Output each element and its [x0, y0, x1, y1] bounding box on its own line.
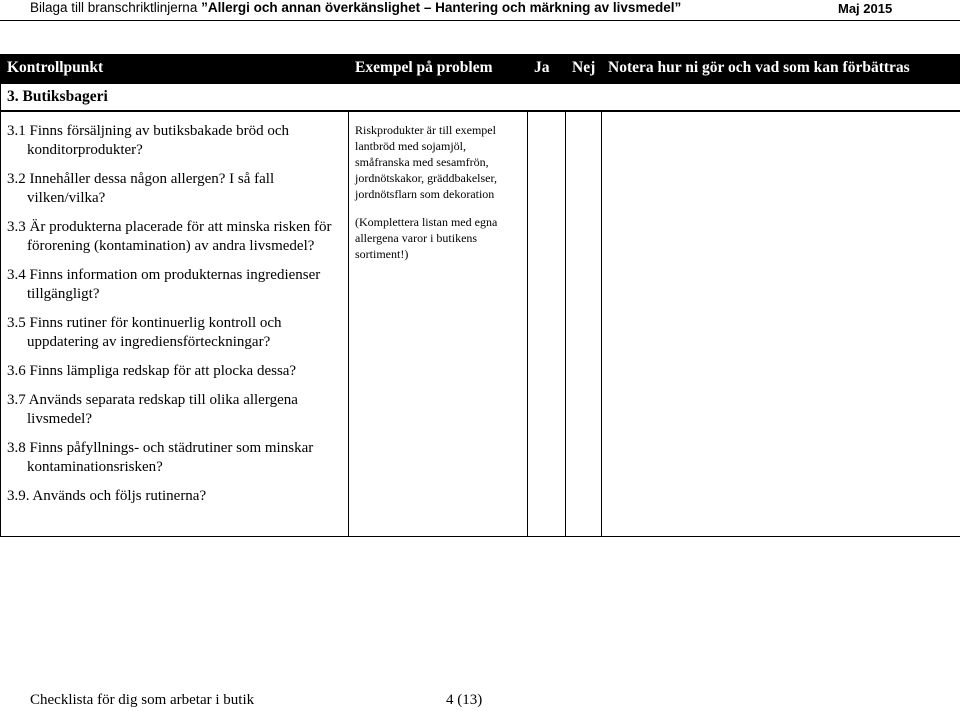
document-title	[30, 0, 681, 15]
document-date: Maj 2015	[838, 1, 893, 16]
column-header-notera: Notera hur ni gör och vad som kan förbättras	[602, 55, 960, 84]
header-rule	[0, 20, 960, 21]
example-note: (Komplettera listan med egna allergena varor i butikens sortiment!)	[355, 215, 498, 261]
list-item: 3.4 Finns information om produkternas ingredienser tillgängligt?	[7, 267, 321, 302]
table-header-row	[1, 55, 960, 84]
list-item: 3.3 Är produkterna placerade för att minska risken för förorening (kontamination) av andra livsmedel?	[7, 219, 332, 254]
column-header-kontrollpunkt: Kontrollpunkt	[1, 55, 349, 84]
list-item: 3.5 Finns rutiner för kontinuerlig kontroll och uppdatering av ingrediensförteckningar?	[7, 315, 282, 350]
example-text: Riskprodukter är till exempel lantbröd med sojamjöl, småfranska med sesamfrön, jordnötskakor, gräddbakelser, jordnötsflarn som dekoration	[355, 123, 497, 201]
list-item: 3.9. Används och följs rutinerna?	[7, 488, 207, 504]
table-row	[1, 111, 960, 537]
section-row	[1, 84, 960, 112]
footer-text: Checklista för dig som arbetar i butik	[30, 692, 255, 708]
list-item: 3.6 Finns lämpliga redskap för att plocka dessa?	[7, 363, 297, 379]
page-footer	[30, 692, 483, 709]
kontrollpunkt-cell	[1, 111, 349, 537]
exempel-cell	[349, 111, 528, 537]
column-header-nej: Nej	[566, 55, 602, 84]
list-item: 3.8 Finns påfyllnings- och städrutiner som minskar kontaminationsrisken?	[7, 440, 314, 475]
document-title-prefix: Bilaga till branschriktlinjerna	[30, 0, 202, 15]
list-item: 3.7 Används separata redskap till olika allergena livsmedel?	[7, 392, 298, 427]
column-header-exempel: Exempel på problem	[349, 55, 528, 84]
notera-cell[interactable]	[602, 111, 960, 537]
ja-cell[interactable]	[528, 111, 566, 537]
document-title-bold: ”Allergi och annan överkänslighet – Hantering och märkning av livsmedel”	[201, 0, 682, 15]
document-header	[0, 0, 960, 20]
list-item: 3.1 Finns försäljning av butiksbakade bröd och konditorprodukter?	[7, 123, 290, 158]
section-title: 3. Butiksbageri	[1, 84, 960, 112]
column-header-ja: Ja	[528, 55, 566, 84]
page-number: 4 (13)	[446, 692, 483, 708]
checklist-table	[0, 54, 960, 537]
list-item: 3.2 Innehåller dessa någon allergen? I så fall vilken/vilka?	[7, 171, 275, 206]
nej-cell[interactable]	[566, 111, 602, 537]
